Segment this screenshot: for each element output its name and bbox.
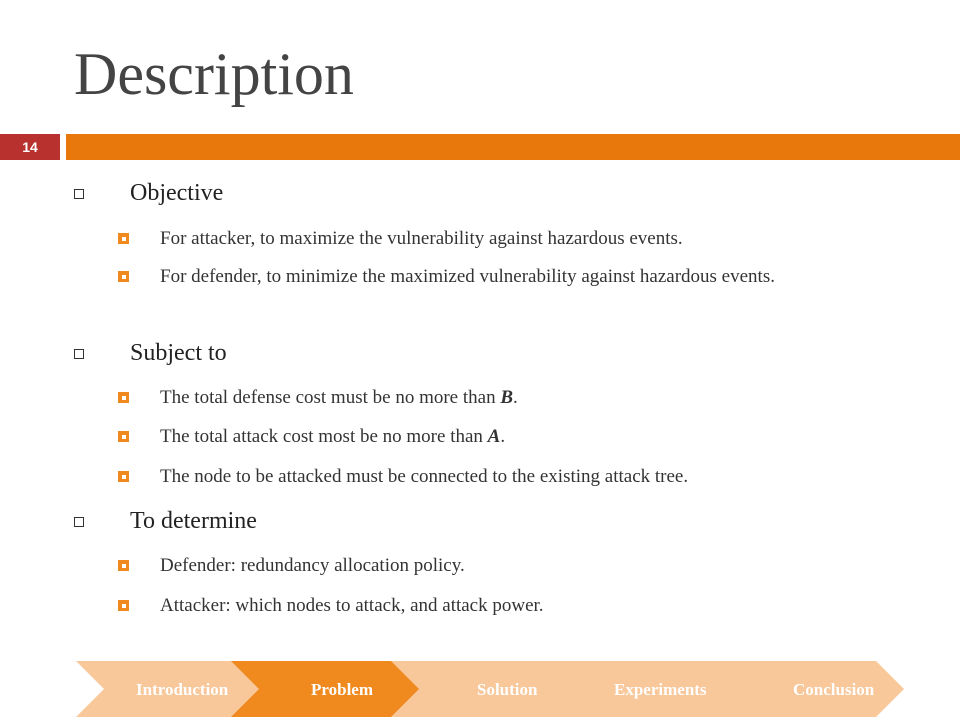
nav-label-introduction[interactable]: Introduction bbox=[136, 680, 229, 699]
slide-title: Description bbox=[74, 41, 354, 107]
hollow-square-bullet-icon bbox=[74, 349, 84, 359]
nav-label-experiments[interactable]: Experiments bbox=[614, 680, 707, 699]
list-item-text: Attacker: which nodes to attack, and attack power. bbox=[160, 595, 544, 616]
square-bullet-icon bbox=[118, 233, 129, 244]
list-item-text: For defender, to minimize the maximized vulnerability against hazardous events. bbox=[160, 266, 775, 287]
nav-label-problem[interactable]: Problem bbox=[311, 680, 374, 699]
list-item-text: For attacker, to maximize the vulnerability against hazardous events. bbox=[160, 228, 683, 249]
section-heading: Subject to bbox=[130, 340, 227, 366]
hollow-square-bullet-icon bbox=[74, 189, 84, 199]
square-bullet-icon bbox=[118, 392, 129, 403]
title-rule bbox=[66, 134, 960, 160]
nav-label-solution[interactable]: Solution bbox=[477, 680, 538, 699]
page-number-badge: 14 bbox=[0, 134, 60, 160]
square-bullet-icon bbox=[118, 600, 129, 611]
list-item-text: The total defense cost must be no more than B. bbox=[160, 387, 518, 408]
list-item-text: The node to be attacked must be connected to the existing attack tree. bbox=[160, 466, 689, 487]
section-heading: Objective bbox=[130, 180, 224, 206]
section-heading: To determine bbox=[130, 508, 257, 534]
square-bullet-icon bbox=[118, 271, 129, 282]
list-item-text: Defender: redundancy allocation policy. bbox=[160, 555, 465, 576]
nav-label-conclusion[interactable]: Conclusion bbox=[793, 680, 875, 699]
list-item-text: The total attack cost most be no more than A. bbox=[160, 426, 506, 447]
hollow-square-bullet-icon bbox=[74, 517, 84, 527]
square-bullet-icon bbox=[118, 560, 129, 571]
square-bullet-icon bbox=[118, 471, 129, 482]
square-bullet-icon bbox=[118, 431, 129, 442]
